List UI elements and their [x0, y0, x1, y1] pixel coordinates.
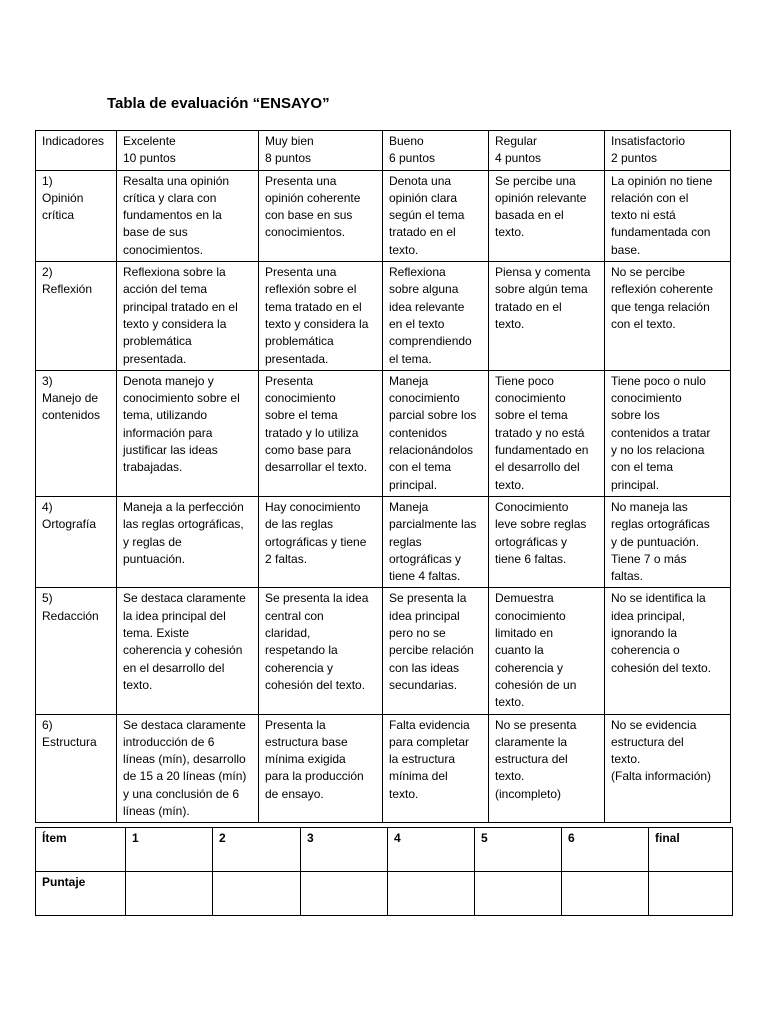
cell-text-line: idea principal [389, 608, 460, 623]
cell-text-line: reglas ortográficas [611, 517, 710, 532]
rubric-header-cell [605, 131, 731, 171]
cell-text-line: parcial sobre los [389, 408, 477, 423]
cell-text-line: 10 puntos [123, 151, 176, 166]
criterion-cell [259, 170, 383, 261]
cell-text-line: crítica [42, 208, 75, 223]
cell-text-line: y reglas de [123, 534, 182, 549]
cell-text-line: Maneja [389, 373, 429, 388]
cell-text-line: Excelente [123, 134, 176, 148]
cell-text-line: sobre algún tema [495, 282, 588, 297]
cell-text-line: Tiene poco o nulo [611, 373, 706, 388]
item-col-2: 2 [213, 828, 301, 872]
cell-text-line: las reglas ortográficas, [123, 517, 244, 532]
criterion-cell [605, 170, 731, 261]
cell-text-line: texto. [495, 225, 525, 240]
cell-text-line: Bueno [389, 134, 424, 148]
cell-text-line: No se evidencia [611, 717, 697, 732]
criterion-cell [489, 496, 605, 587]
cell-text-line: Presenta una [265, 265, 337, 280]
cell-text-line: principal. [611, 477, 660, 492]
cell-text-line: de las reglas [265, 517, 334, 532]
cell-text-line: Maneja a la perfección [123, 499, 244, 514]
cell-text-line: contenidos a tratar [611, 425, 711, 440]
cell-text-line: estructura base [265, 734, 348, 749]
cell-text-line: idea relevante [389, 299, 465, 314]
cell-text-line: 6 puntos [389, 151, 436, 166]
criterion-cell [383, 170, 489, 261]
cell-text-line: la idea principal del [123, 608, 226, 623]
criterion-cell [117, 588, 259, 714]
cell-text-line: la estructura [389, 752, 456, 767]
cell-text-line: estructura del [611, 734, 684, 749]
cell-text-line: con el tema [611, 460, 674, 475]
criterion-cell [259, 714, 383, 823]
criterion-cell [117, 370, 259, 496]
cell-text-line: tiene 6 faltas. [495, 551, 567, 566]
indicator-cell [36, 588, 117, 714]
cell-text-line: crítica y clara con [123, 190, 217, 205]
cell-text-line: Manejo de [42, 391, 99, 406]
criterion-cell [383, 714, 489, 823]
cell-text-line: conocimiento sobre el [123, 391, 240, 406]
cell-text-line: Maneja [389, 499, 429, 514]
criterion-cell [259, 496, 383, 587]
rubric-row [36, 262, 731, 371]
cell-text-line: central con [265, 608, 324, 623]
cell-text-line: sobre el tema [265, 408, 338, 423]
indicator-cell [36, 714, 117, 823]
rubric-row [36, 170, 731, 261]
cell-text-line: conocimiento [495, 608, 566, 623]
cell-text-line: cuanto la [495, 643, 544, 658]
cell-text-line: tema. Existe [123, 626, 190, 641]
cell-text-line: líneas (mín), desarrollo [123, 752, 246, 767]
cell-text-line: justificar las ideas [123, 443, 218, 458]
cell-text-line: y no los relaciona [611, 443, 705, 458]
cell-text-line: Insatisfactorio [611, 134, 686, 148]
cell-text-line: percibe relación [389, 643, 474, 658]
cell-text-line: fundamentada con [611, 225, 711, 240]
criterion-cell [383, 370, 489, 496]
cell-text-line: relacionándolos [389, 443, 474, 458]
criterion-cell [117, 496, 259, 587]
cell-text-line: opinión relevante [495, 190, 587, 205]
cell-text-line: sobre el tema [495, 408, 568, 423]
cell-text-line: reflexión sobre el [265, 282, 357, 297]
cell-text-line: basada en el [495, 208, 564, 223]
cell-text-line: 2 puntos [611, 151, 658, 166]
cell-text-line: puntuación. [123, 551, 186, 566]
cell-text-line: y de puntuación. [611, 534, 700, 549]
item-col-1: 1 [126, 828, 213, 872]
cell-text-line: Regular [495, 134, 538, 148]
cell-text-line: sobre los [611, 408, 660, 423]
score-table [35, 827, 733, 916]
cell-text-line: opinión clara [389, 190, 458, 205]
cell-text-line: Denota una [389, 173, 452, 188]
cell-text-line: introducción de 6 [123, 734, 215, 749]
cell-text-line: texto. [389, 242, 419, 257]
cell-text-line: texto y considera la [123, 316, 227, 331]
cell-text-line: en el texto [389, 316, 445, 331]
cell-text-line: 4) [42, 499, 53, 514]
cell-text-line: conocimientos. [265, 225, 346, 240]
cell-text-line: Presenta [265, 373, 314, 388]
score-header-row [36, 828, 733, 872]
score-label: Puntaje [36, 872, 126, 916]
score-cell-final[interactable] [649, 872, 733, 916]
cell-text-line: Reflexión [42, 282, 93, 297]
cell-text-line: conocimiento [265, 391, 336, 406]
indicator-cell [36, 496, 117, 587]
cell-text-line: La opinión no tiene [611, 173, 713, 188]
item-col-4: 4 [388, 828, 475, 872]
cell-text-line: Ortografía [42, 517, 97, 532]
rubric-header-cell [259, 131, 383, 171]
cell-text-line: coherencia y cohesión [123, 643, 243, 658]
cell-text-line: tema, utilizando [123, 408, 208, 423]
cell-text-line: principal tratado en el [123, 299, 238, 314]
cell-text-line: claramente la [495, 734, 568, 749]
cell-text-line: Opinión [42, 190, 84, 205]
cell-text-line: Conocimiento [495, 499, 569, 514]
cell-text-line: mínima del [389, 769, 448, 784]
cell-text-line: Reflexiona sobre la [123, 265, 226, 280]
score-cell-4[interactable] [388, 872, 475, 916]
cell-text-line: texto y considera la [265, 316, 369, 331]
cell-text-line: Tiene poco [495, 373, 554, 388]
criterion-cell [117, 262, 259, 371]
indicator-cell [36, 262, 117, 371]
cell-text-line: cohesión de un [495, 677, 577, 692]
cell-text-line: conocimientos. [123, 242, 204, 257]
cell-text-line: con el texto. [611, 316, 676, 331]
cell-text-line: Se destaca claramente [123, 591, 246, 606]
cell-text-line: contenidos [42, 408, 101, 423]
cell-text-line: base. [611, 242, 641, 257]
score-cell-3[interactable] [301, 872, 388, 916]
cell-text-line: con el tema [389, 460, 452, 475]
criterion-cell [259, 262, 383, 371]
cell-text-line: Se percibe una [495, 173, 576, 188]
cell-text-line: Piensa y comenta [495, 265, 591, 280]
score-cell-6[interactable] [562, 872, 649, 916]
cell-text-line: Reflexiona [389, 265, 446, 280]
cell-text-line: Hay conocimiento [265, 499, 361, 514]
cell-text-line: parcialmente las [389, 517, 477, 532]
cell-text-line: y una conclusión de 6 [123, 786, 240, 801]
score-cell-2[interactable] [213, 872, 301, 916]
cell-text-line: con base en sus [265, 208, 353, 223]
rubric-row [36, 496, 731, 587]
criterion-cell [489, 262, 605, 371]
cell-text-line: según el tema [389, 208, 465, 223]
rubric-table [35, 130, 731, 823]
cell-text-line: Falta evidencia [389, 717, 470, 732]
criterion-cell [605, 262, 731, 371]
cell-text-line: ignorando la [611, 626, 678, 641]
cell-text-line: faltas. [611, 569, 644, 584]
cell-text-line: No se identifica la [611, 591, 706, 606]
cell-text-line: coherencia y [265, 660, 334, 675]
cell-text-line: presentada. [123, 351, 187, 366]
criterion-cell [117, 714, 259, 823]
cell-text-line: mínima exigida [265, 752, 346, 767]
cell-text-line: principal. [389, 477, 438, 492]
criterion-cell [259, 370, 383, 496]
cell-text-line: ortográficas y tiene [265, 534, 367, 549]
score-cell-5[interactable] [475, 872, 562, 916]
cell-text-line: estructura del [495, 752, 568, 767]
cell-text-line: como base para [265, 443, 352, 458]
cell-text-line: relación con el [611, 190, 689, 205]
cell-text-line: tratado en el [495, 299, 562, 314]
cell-text-line: 2) [42, 265, 53, 280]
cell-text-line: problemática [265, 334, 334, 349]
cell-text-line: base de sus [123, 225, 188, 240]
cell-text-line: que tenga relación [611, 299, 710, 314]
cell-text-line: texto. [611, 752, 641, 767]
criterion-cell [383, 588, 489, 714]
cell-text-line: tratado en el [389, 225, 456, 240]
cell-text-line: 3) [42, 373, 53, 388]
cell-text-line: texto ni está [611, 208, 676, 223]
item-col-final: final [649, 828, 733, 872]
cell-text-line: desarrollar el texto. [265, 460, 368, 475]
cell-text-line: texto. [495, 695, 525, 710]
cell-text-line: para completar [389, 734, 470, 749]
cell-text-line: Estructura [42, 734, 97, 749]
cell-text-line: tiene 4 faltas. [389, 569, 461, 584]
cell-text-line: contenidos [389, 425, 448, 440]
criterion-cell [605, 370, 731, 496]
cell-text-line: el tema. [389, 351, 432, 366]
cell-text-line: tratado y no está [495, 425, 585, 440]
rubric-header-cell [489, 131, 605, 171]
criterion-cell [259, 588, 383, 714]
cell-text-line: reflexión coherente [611, 282, 714, 297]
cell-text-line: No se percibe [611, 265, 686, 280]
cell-text-line: texto. [123, 677, 153, 692]
criterion-cell [117, 170, 259, 261]
cell-text-line: Se presenta la [389, 591, 467, 606]
score-value-row [36, 872, 733, 916]
cell-text-line: problemática [123, 334, 192, 349]
cell-text-line: ortográficas y [495, 534, 568, 549]
cell-text-line: Presenta una [265, 173, 337, 188]
cell-text-line: Denota manejo y [123, 373, 214, 388]
cell-text-line: 1) [42, 173, 53, 188]
cell-text-line: el desarrollo del [495, 460, 580, 475]
cell-text-line: 6) [42, 717, 53, 732]
cell-text-line: tema tratado en el [265, 299, 362, 314]
rubric-row [36, 588, 731, 714]
cell-text-line: sobre alguna [389, 282, 459, 297]
cell-text-line: conocimiento [389, 391, 460, 406]
criterion-cell [605, 496, 731, 587]
cell-text-line: trabajadas. [123, 460, 183, 475]
cell-text-line: Muy bien [265, 134, 314, 148]
cell-text-line: 4 puntos [495, 151, 542, 166]
item-col-5: 5 [475, 828, 562, 872]
cell-text-line: (Falta información) [611, 769, 712, 784]
rubric-header-row [36, 131, 731, 171]
criterion-cell [489, 588, 605, 714]
cell-text-line: fundamentado en [495, 443, 589, 458]
cell-text-line: Se destaca claramente [123, 717, 246, 732]
cell-text-line: tratado y lo utiliza [265, 425, 359, 440]
cell-text-line: texto. [495, 316, 525, 331]
cell-text-line: texto. [389, 786, 419, 801]
cell-text-line: (incompleto) [495, 786, 562, 801]
rubric-header-cell [383, 131, 489, 171]
cell-text-line: en el desarrollo del [123, 660, 225, 675]
cell-text-line: de ensayo. [265, 786, 324, 801]
cell-text-line: texto. [495, 769, 525, 784]
cell-text-line: acción del tema [123, 282, 208, 297]
cell-text-line: reglas [389, 534, 422, 549]
criterion-cell [605, 714, 731, 823]
cell-text-line: conocimiento [611, 391, 682, 406]
cell-text-line: No se presenta [495, 717, 577, 732]
criterion-cell [605, 588, 731, 714]
cell-text-line: claridad, [265, 626, 311, 641]
cell-text-line: cohesión del texto. [265, 677, 366, 692]
criterion-cell [489, 370, 605, 496]
cell-text-line: Tiene 7 o más [611, 551, 687, 566]
cell-text-line: Demuestra [495, 591, 554, 606]
cell-text-line: texto. [495, 477, 525, 492]
cell-text-line: información para [123, 425, 213, 440]
cell-text-line: comprendiendo [389, 334, 472, 349]
cell-text-line: coherencia y [495, 660, 564, 675]
cell-text-line: idea principal, [611, 608, 686, 623]
cell-text-line: de 15 a 20 líneas (mín) [123, 769, 247, 784]
rubric-header-cell [117, 131, 259, 171]
indicator-cell [36, 170, 117, 261]
cell-text-line: para la producción [265, 769, 364, 784]
cell-text-line: Redacción [42, 608, 99, 623]
rubric-header-cell [36, 131, 117, 171]
criterion-cell [383, 496, 489, 587]
cell-text-line: Resalta una opinión [123, 173, 230, 188]
cell-text-line: 5) [42, 591, 53, 606]
cell-text-line: respetando la [265, 643, 338, 658]
cell-text-line: fundamentos en la [123, 208, 222, 223]
cell-text-line: Presenta la [265, 717, 326, 732]
criterion-cell [489, 170, 605, 261]
cell-text-line: conocimiento [495, 391, 566, 406]
cell-text-line: Se presenta la idea [265, 591, 369, 606]
cell-text-line: opinión coherente [265, 190, 361, 205]
item-col-3: 3 [301, 828, 388, 872]
cell-text-line: No maneja las [611, 499, 688, 514]
cell-text-line: 2 faltas. [265, 551, 308, 566]
cell-text-line: Indicadores [42, 134, 105, 148]
item-col-6: 6 [562, 828, 649, 872]
cell-text-line: cohesión del texto. [611, 660, 712, 675]
indicator-cell [36, 370, 117, 496]
cell-text-line: pero no se [389, 626, 446, 641]
cell-text-line: con las ideas [389, 660, 460, 675]
page-title: Tabla de evaluación “ENSAYO” [107, 95, 330, 112]
cell-text-line: líneas (mín). [123, 803, 190, 818]
cell-text-line: presentada. [265, 351, 329, 366]
cell-text-line: secundarias. [389, 677, 458, 692]
score-cell-1[interactable] [126, 872, 213, 916]
cell-text-line: leve sobre reglas [495, 517, 587, 532]
criterion-cell [489, 714, 605, 823]
cell-text-line: coherencia o [611, 643, 680, 658]
rubric-row [36, 370, 731, 496]
criterion-cell [383, 262, 489, 371]
cell-text-line: ortográficas y [389, 551, 462, 566]
cell-text-line: limitado en [495, 626, 554, 641]
cell-text-line: 8 puntos [265, 151, 312, 166]
item-label: Ítem [36, 828, 126, 872]
rubric-row [36, 714, 731, 823]
